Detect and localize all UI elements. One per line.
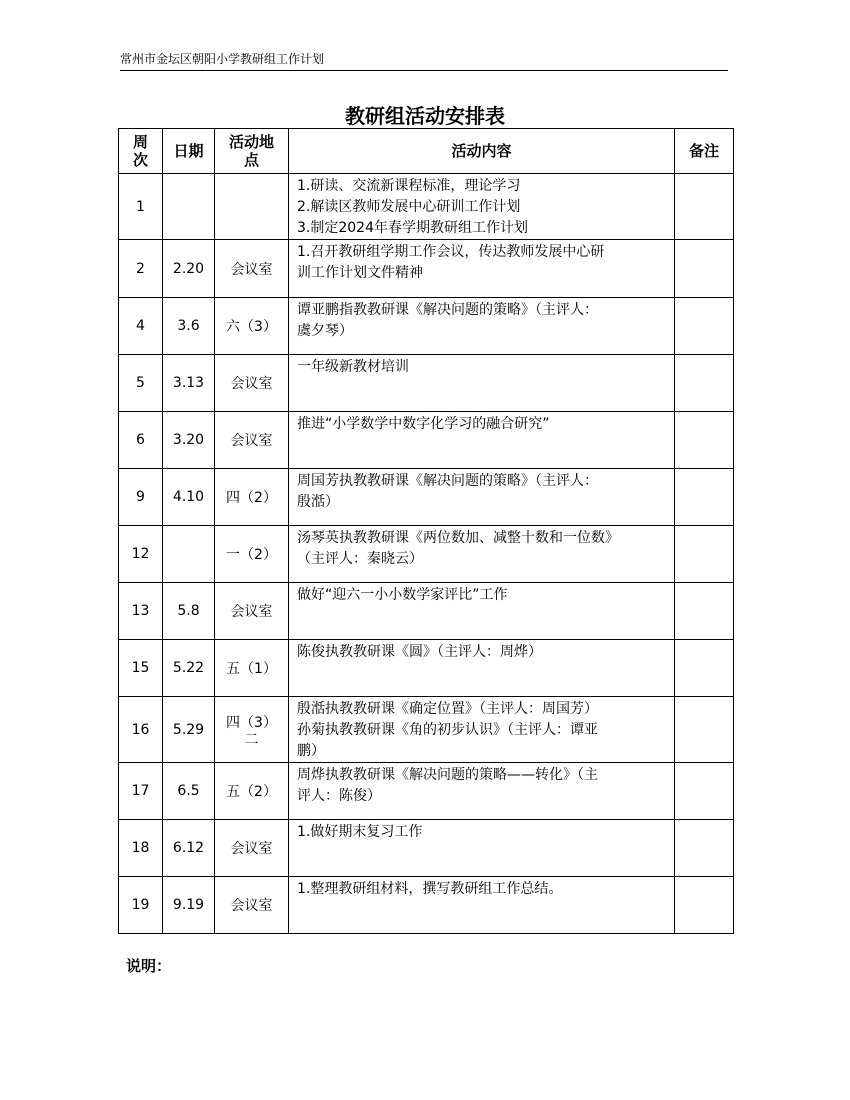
date-cell: 5.29 — [163, 697, 215, 763]
date-cell — [163, 526, 215, 583]
place-cell — [215, 174, 289, 240]
page-title: 教研组活动安排表 — [345, 104, 505, 128]
content-line: 3.制定2024年春学期教研组工作计划 — [297, 220, 528, 236]
content-line: 1.整理教研组材料，撰写教研组工作总结。 — [297, 881, 563, 897]
place-text-line2: 二 — [244, 731, 259, 748]
page-header: 常州市金坛区朝阳小学教研组工作计划 — [120, 50, 728, 71]
remark-cell — [675, 174, 734, 240]
week-cell: 4 — [119, 298, 163, 355]
table-row — [119, 697, 734, 763]
content-cell — [289, 820, 675, 877]
date-cell: 5.22 — [163, 640, 215, 697]
content-line: 鹏） — [297, 743, 325, 759]
week-cell: 9 — [119, 469, 163, 526]
place-text: 会议室 — [230, 261, 273, 278]
week-cell: 6 — [119, 412, 163, 469]
content-line: 汤琴英执教教研课《两位数加、减整十数和一位数》 — [297, 530, 619, 546]
week-cell: 16 — [119, 697, 163, 763]
table-header-row — [119, 129, 734, 174]
content-line: 2.解读区教师发展中心研训工作计划 — [297, 199, 521, 215]
week-cell: 1 — [119, 174, 163, 240]
table-row — [119, 877, 734, 934]
content-cell — [289, 583, 675, 640]
content-line: 孙菊执教教研课《角的初步认识》（主评人：谭亚 — [297, 722, 598, 738]
table-row — [119, 820, 734, 877]
week-cell: 2 — [119, 240, 163, 298]
table-row — [119, 298, 734, 355]
content-cell — [289, 877, 675, 934]
content-line: 做好“迎六一小小数学家评比”工作 — [297, 587, 508, 603]
place-cell — [215, 240, 289, 298]
content-line: 谭亚鹏指教教研课《解决问题的策略》（主评人： — [297, 302, 598, 318]
content-line: 虞夕琴） — [297, 323, 353, 339]
content-line: 训工作计划文件精神 — [297, 265, 423, 281]
place-text: 五（1） — [226, 661, 277, 677]
table-row — [119, 526, 734, 583]
content-header: 活动内容 — [289, 129, 675, 174]
week-cell: 12 — [119, 526, 163, 583]
content-line: （主评人：秦晓云） — [297, 551, 423, 567]
content-line: 陈俊执教教研课《圆》（主评人：周烨） — [297, 644, 542, 660]
place-cell — [215, 697, 289, 763]
date-cell: 2.20 — [163, 240, 215, 298]
content-cell — [289, 355, 675, 412]
table-row — [119, 583, 734, 640]
place-text: 一（2） — [226, 547, 277, 563]
place-text: 四（3） — [226, 714, 277, 731]
remark-cell — [675, 763, 734, 820]
remark-cell — [675, 469, 734, 526]
place-cell — [215, 877, 289, 934]
date-cell: 6.12 — [163, 820, 215, 877]
content-cell — [289, 763, 675, 820]
date-header: 日期 — [163, 129, 215, 174]
place-text: 四（2） — [226, 490, 277, 506]
place-text: 六（3） — [226, 319, 277, 335]
note-label: 说明： — [126, 957, 172, 975]
content-line: 1.召开教研组学期工作会议，传达教师发展中心研 — [297, 244, 605, 260]
table-row — [119, 763, 734, 820]
content-cell — [289, 412, 675, 469]
place-text: 会议室 — [230, 433, 273, 449]
place-text: 会议室 — [230, 841, 273, 857]
content-line: 周国芳执教教研课《解决问题的策略》（主评人： — [297, 473, 598, 489]
remark-cell — [675, 298, 734, 355]
date-cell: 5.8 — [163, 583, 215, 640]
date-cell — [163, 174, 215, 240]
remark-cell — [675, 877, 734, 934]
place-cell — [215, 763, 289, 820]
content-cell — [289, 240, 675, 298]
week-cell: 5 — [119, 355, 163, 412]
content-cell — [289, 469, 675, 526]
week-cell: 13 — [119, 583, 163, 640]
remark-cell — [675, 526, 734, 583]
week-cell: 15 — [119, 640, 163, 697]
remark-cell — [675, 640, 734, 697]
content-cell — [289, 174, 675, 240]
content-cell — [289, 298, 675, 355]
place-text: 会议室 — [230, 376, 273, 392]
content-line: 评人：陈俊） — [297, 788, 381, 804]
remark-cell — [675, 583, 734, 640]
place-cell — [215, 469, 289, 526]
activity-table — [118, 128, 734, 934]
place-header: 活动地 点 — [215, 129, 289, 174]
content-line: 一年级新教材培训 — [297, 359, 409, 375]
remark-cell — [675, 697, 734, 763]
remark-cell — [675, 820, 734, 877]
date-cell: 3.6 — [163, 298, 215, 355]
place-cell — [215, 412, 289, 469]
place-cell — [215, 355, 289, 412]
date-cell: 3.13 — [163, 355, 215, 412]
remark-cell — [675, 412, 734, 469]
content-line: 1.研读、交流新课程标准，理论学习 — [297, 178, 521, 194]
content-cell — [289, 640, 675, 697]
table-row — [119, 240, 734, 298]
place-cell — [215, 640, 289, 697]
table-row — [119, 469, 734, 526]
table-row — [119, 640, 734, 697]
date-cell: 9.19 — [163, 877, 215, 934]
remark-header: 备注 — [675, 129, 734, 174]
table-row — [119, 174, 734, 240]
content-line: 殷湉） — [297, 494, 339, 510]
date-cell: 4.10 — [163, 469, 215, 526]
week-cell: 18 — [119, 820, 163, 877]
content-line: 周烨执教教研课《解决问题的策略——转化》（主 — [297, 767, 598, 783]
table-row — [119, 412, 734, 469]
remark-cell — [675, 355, 734, 412]
place-cell — [215, 298, 289, 355]
week-cell: 19 — [119, 877, 163, 934]
content-line: 1.做好期末复习工作 — [297, 824, 423, 840]
date-cell: 6.5 — [163, 763, 215, 820]
place-cell — [215, 583, 289, 640]
place-cell — [215, 820, 289, 877]
table-row — [119, 355, 734, 412]
place-text: 会议室 — [230, 604, 273, 620]
content-line: 推进“小学数学中数字化学习的融合研究” — [297, 416, 550, 432]
content-cell — [289, 526, 675, 583]
content-line: 殷湉执教教研课《确定位置》（主评人：周国芳） — [297, 701, 598, 717]
content-cell — [289, 697, 675, 763]
place-text: 会议室 — [230, 898, 273, 914]
week-header: 周 次 — [119, 129, 163, 174]
remark-cell — [675, 240, 734, 298]
week-cell: 17 — [119, 763, 163, 820]
date-cell: 3.20 — [163, 412, 215, 469]
place-cell — [215, 526, 289, 583]
place-text: 五（2） — [226, 784, 277, 800]
